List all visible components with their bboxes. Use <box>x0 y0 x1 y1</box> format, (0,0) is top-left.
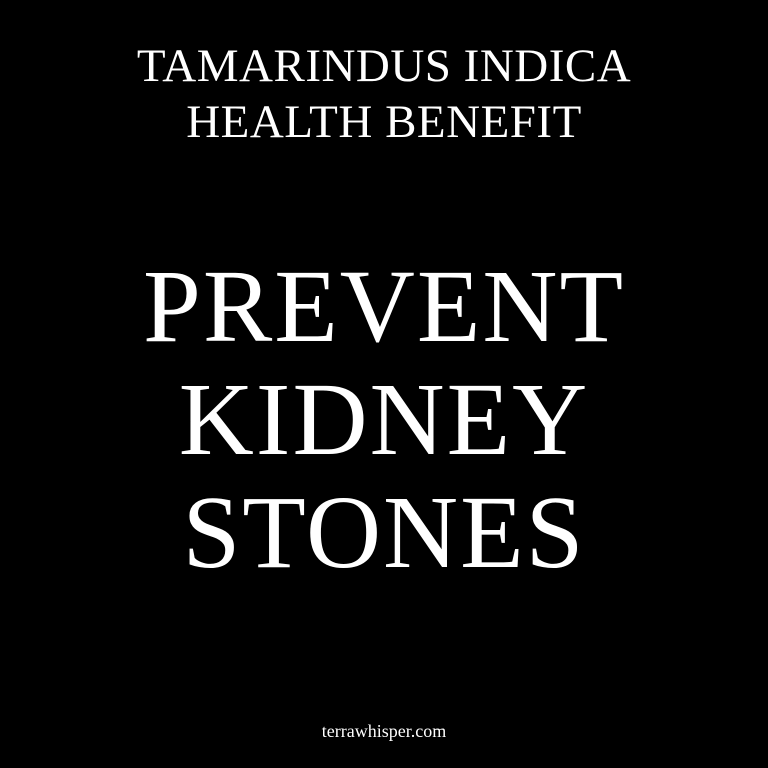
benefit-line-1: PREVENT <box>143 249 625 364</box>
benefit-line-3: STONES <box>182 475 586 590</box>
plant-name: TAMARINDUS INDICA <box>136 40 632 92</box>
site-credit: terrawhisper.com <box>321 721 447 741</box>
benefit-headline <box>0 250 768 589</box>
benefit-line-2: KIDNEY <box>178 362 590 477</box>
heading-subtitle: HEALTH BENEFIT <box>186 96 582 148</box>
plant-heading <box>0 38 768 150</box>
